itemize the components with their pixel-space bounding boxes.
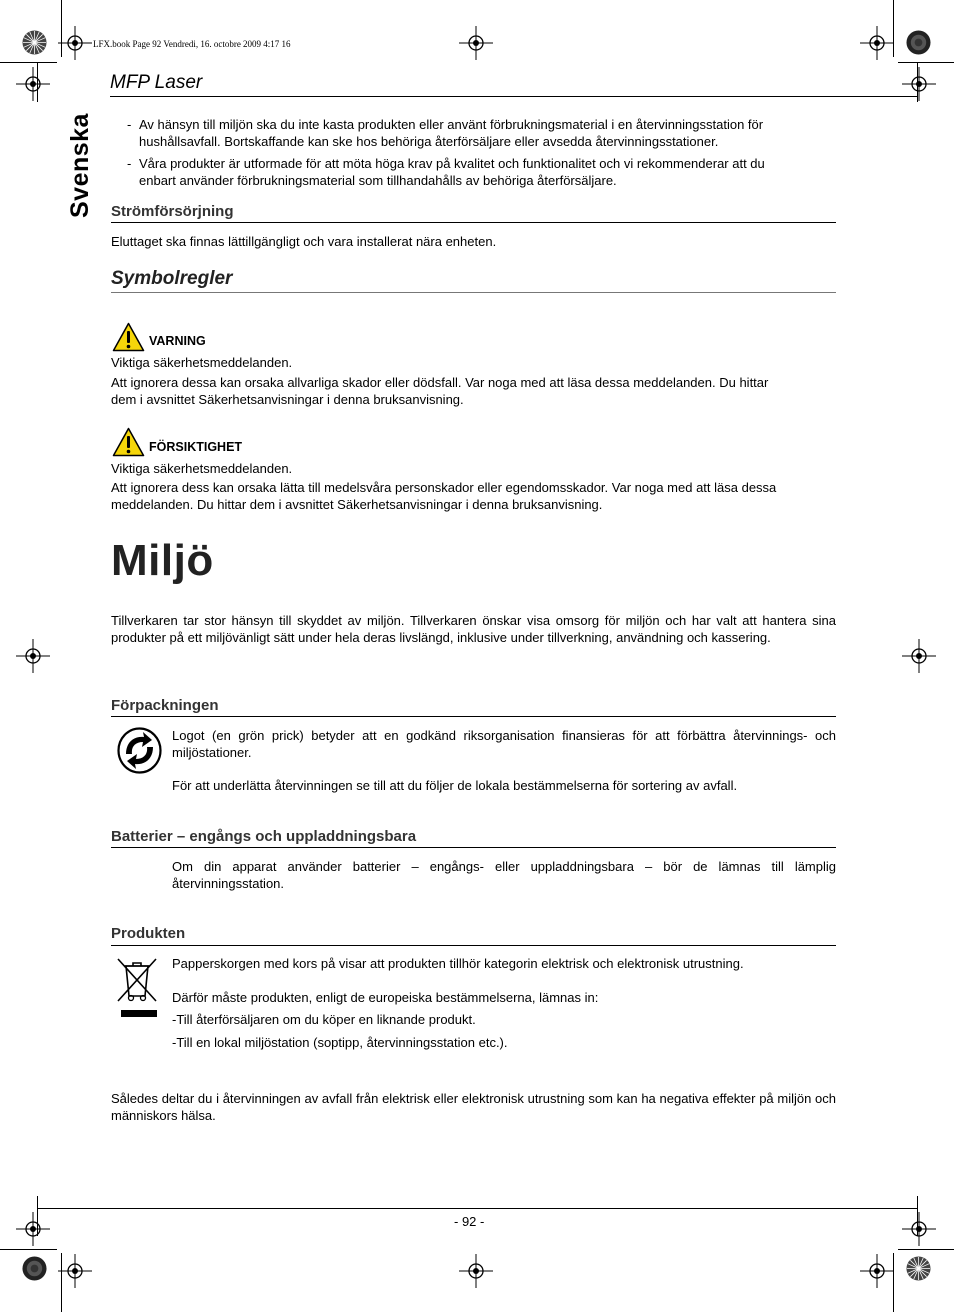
- section-rule: [111, 716, 836, 717]
- warning-subtitle: Viktiga säkerhetsmeddelanden.: [111, 355, 293, 370]
- bullet-text: hushållsavfall. Bortskaffande kan ske hos behöriga återförsäljare eller avsedda återvinningsstationer.: [139, 134, 719, 149]
- section-rule: [111, 222, 836, 223]
- product-heading: Produkten: [111, 925, 186, 942]
- packaging-text: Logot (en grön prick) betyder att en godkänd riksorganisation finansieras för att förbättra återvinnings- och miljöstationer.: [172, 728, 836, 760]
- registration-mark-icon: [902, 639, 936, 673]
- print-slug: LFX.book Page 92 Vendredi, 16. octobre 2009 4:17 16: [93, 39, 291, 49]
- color-target-icon: [22, 30, 47, 55]
- caution-label: FÖRSIKTIGHET: [149, 440, 243, 454]
- footer-rule: [37, 1208, 917, 1209]
- product-text: -Till återförsäljaren om du köper en liknande produkt.: [172, 1012, 476, 1027]
- closing-text: Således deltar du i återvinningen av avfall från elektrisk eller elektronisk utrustning som kan ha negativa effekter på miljön och människors hälsa.: [111, 1091, 836, 1123]
- power-text: Eluttaget ska finnas lättillgängligt och vara installerat nära enheten.: [111, 234, 497, 249]
- caution-text: meddelanden. Du hittar dem i avsnittet Säkerhetsanvisningar i denna bruksanvisning.: [111, 497, 603, 512]
- green-dot-icon: [117, 727, 162, 774]
- registration-mark-icon: [459, 26, 493, 60]
- registration-mark-icon: [16, 639, 50, 673]
- registration-mark-icon: [58, 1254, 92, 1288]
- header-rule: [110, 96, 917, 97]
- bullet-dash: -: [127, 117, 132, 132]
- environment-intro: Tillverkaren tar stor hänsyn till skyddet av miljön. Tillverkaren önskar visa omsorg för miljön och har valt att hantera sina produkter på ett miljövänligt sätt under hela deras livslängd, inklusive under tillverkning, användning och kassering.: [111, 613, 836, 645]
- environment-title: Miljö: [111, 536, 214, 585]
- bullet-text: Av hänsyn till miljön ska du inte kasta produkten eller använt förbrukningsmaterial i en återvinningsstation för: [139, 117, 764, 132]
- packaging-text: För att underlätta återvinningen se till att du följer de lokala bestämmelserna för sortering av avfall.: [172, 778, 738, 793]
- warning-text: Att ignorera dessa kan orsaka allvarliga skador eller dödsfall. Var noga med att läsa dessa meddelanden. Du hittar: [111, 375, 769, 390]
- page-number: - 92 -: [454, 1214, 485, 1229]
- caution-subtitle: Viktiga säkerhetsmeddelanden.: [111, 461, 293, 476]
- color-target-icon: [906, 1256, 931, 1281]
- warning-triangle-icon: [112, 322, 145, 352]
- registration-mark-icon: [860, 26, 894, 60]
- bullet-text: enbart använder förbrukningsmaterial som tillhandahålls av behöriga återförsäljare.: [139, 173, 617, 188]
- running-header-title: MFP Laser: [110, 72, 203, 93]
- product-text: -Till en lokal miljöstation (soptipp, återvinningsstation etc.).: [172, 1035, 508, 1050]
- section-rule: [111, 292, 836, 293]
- registration-mark-icon: [860, 1254, 894, 1288]
- registration-mark-icon: [902, 1212, 936, 1246]
- batteries-text: Om din apparat använder batterier – engångs- eller uppladdningsbara – bör de lämnas till lämplig återvinningsstation.: [172, 859, 836, 891]
- color-target-icon: [22, 1256, 47, 1281]
- batteries-heading: Batterier – engångs och uppladdningsbara: [111, 828, 417, 845]
- product-text: Därför måste produkten, enligt de europeiska bestämmelserna, lämnas in:: [172, 990, 599, 1005]
- symbols-heading: Symbolregler: [111, 268, 233, 289]
- registration-mark-icon: [16, 1212, 50, 1246]
- registration-mark-icon: [58, 26, 92, 60]
- registration-mark-icon: [16, 67, 50, 101]
- power-heading: Strömförsörjning: [111, 203, 234, 220]
- bullet-text: Våra produkter är utformade för att möta höga krav på kvalitet och funktionalitet och vi rekommenderar att du: [139, 156, 765, 171]
- language-tab: Svenska: [66, 113, 94, 218]
- warning-label: VARNING: [149, 334, 206, 348]
- warning-triangle-icon: [112, 427, 145, 457]
- registration-mark-icon: [459, 1254, 493, 1288]
- section-rule: [111, 945, 836, 946]
- warning-text: dem i avsnittet Säkerhetsanvisningar i denna bruksanvisning.: [111, 392, 464, 407]
- packaging-heading: Förpackningen: [111, 697, 219, 714]
- product-text: Papperskorgen med kors på visar att produkten tillhör kategorin elektrisk och elektronisk utrustning.: [172, 956, 744, 971]
- crossed-bin-icon: [114, 956, 160, 1020]
- caution-text: Att ignorera dess kan orsaka lätta till medelsvåra personskador eller egendomsskador. Var noga med att läsa dessa: [111, 480, 777, 495]
- section-rule: [111, 847, 836, 848]
- bullet-dash: -: [127, 156, 132, 171]
- color-target-icon: [906, 30, 931, 55]
